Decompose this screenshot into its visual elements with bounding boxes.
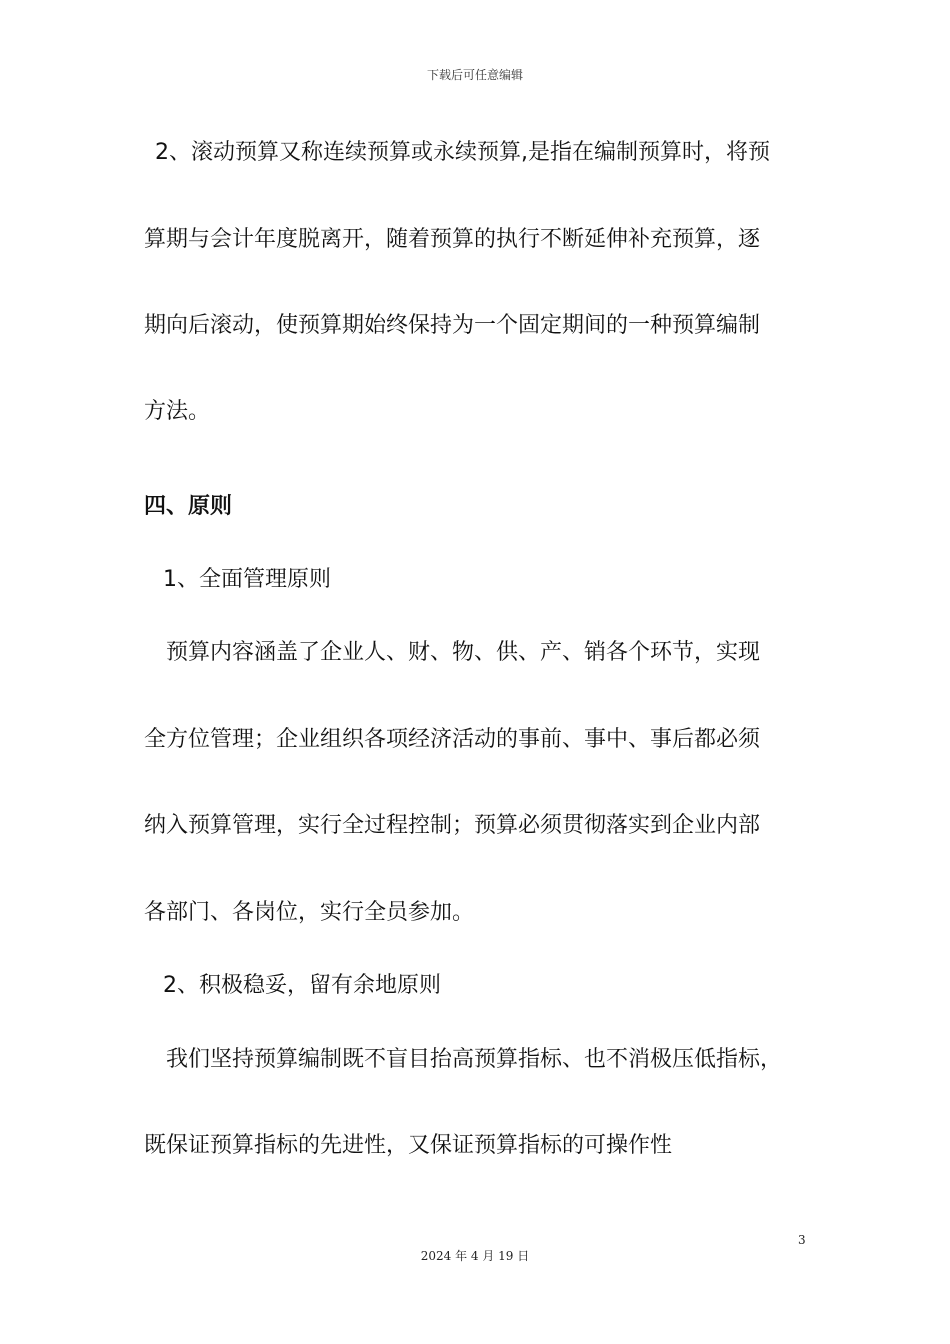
paragraph-line: 期向后滚动，使预算期始终保持为一个固定期间的一种预算编制 xyxy=(144,313,761,338)
paragraph-line: 方法。 xyxy=(144,399,211,424)
paragraph-line: 我们坚持预算编制既不盲目抬高预算指标、也不消极压低指标， xyxy=(166,1047,783,1072)
section-heading: 四、原则 xyxy=(144,494,233,519)
paragraph-line: 全方位管理；企业组织各项经济活动的事前、事中、事后都必须 xyxy=(144,727,761,752)
principle-title: 1、全面管理原则 xyxy=(163,567,331,592)
footer-date: 2024 年 4 月 19 日 xyxy=(420,1249,530,1263)
header-note: 下载后可任意编辑 xyxy=(426,68,523,82)
paragraph-line: 各部门、各岗位，实行全员参加。 xyxy=(144,900,475,925)
paragraph-line: 预算内容涵盖了企业人、财、物、供、产、销各个环节，实现 xyxy=(166,640,761,665)
paragraph-line: 2、滚动预算又称连续预算或永续预算,是指在编制预算时，将预 xyxy=(155,140,770,165)
principle-title: 2、积极稳妥，留有余地原则 xyxy=(163,973,441,998)
paragraph-line: 算期与会计年度脱离开，随着预算的执行不断延伸补充预算，逐 xyxy=(144,227,761,252)
paragraph-line: 纳入预算管理，实行全过程控制；预算必须贯彻落实到企业内部 xyxy=(144,813,761,838)
paragraph-line: 既保证预算指标的先进性，又保证预算指标的可操作性 xyxy=(144,1133,673,1158)
page-number: 3 xyxy=(798,1233,806,1247)
